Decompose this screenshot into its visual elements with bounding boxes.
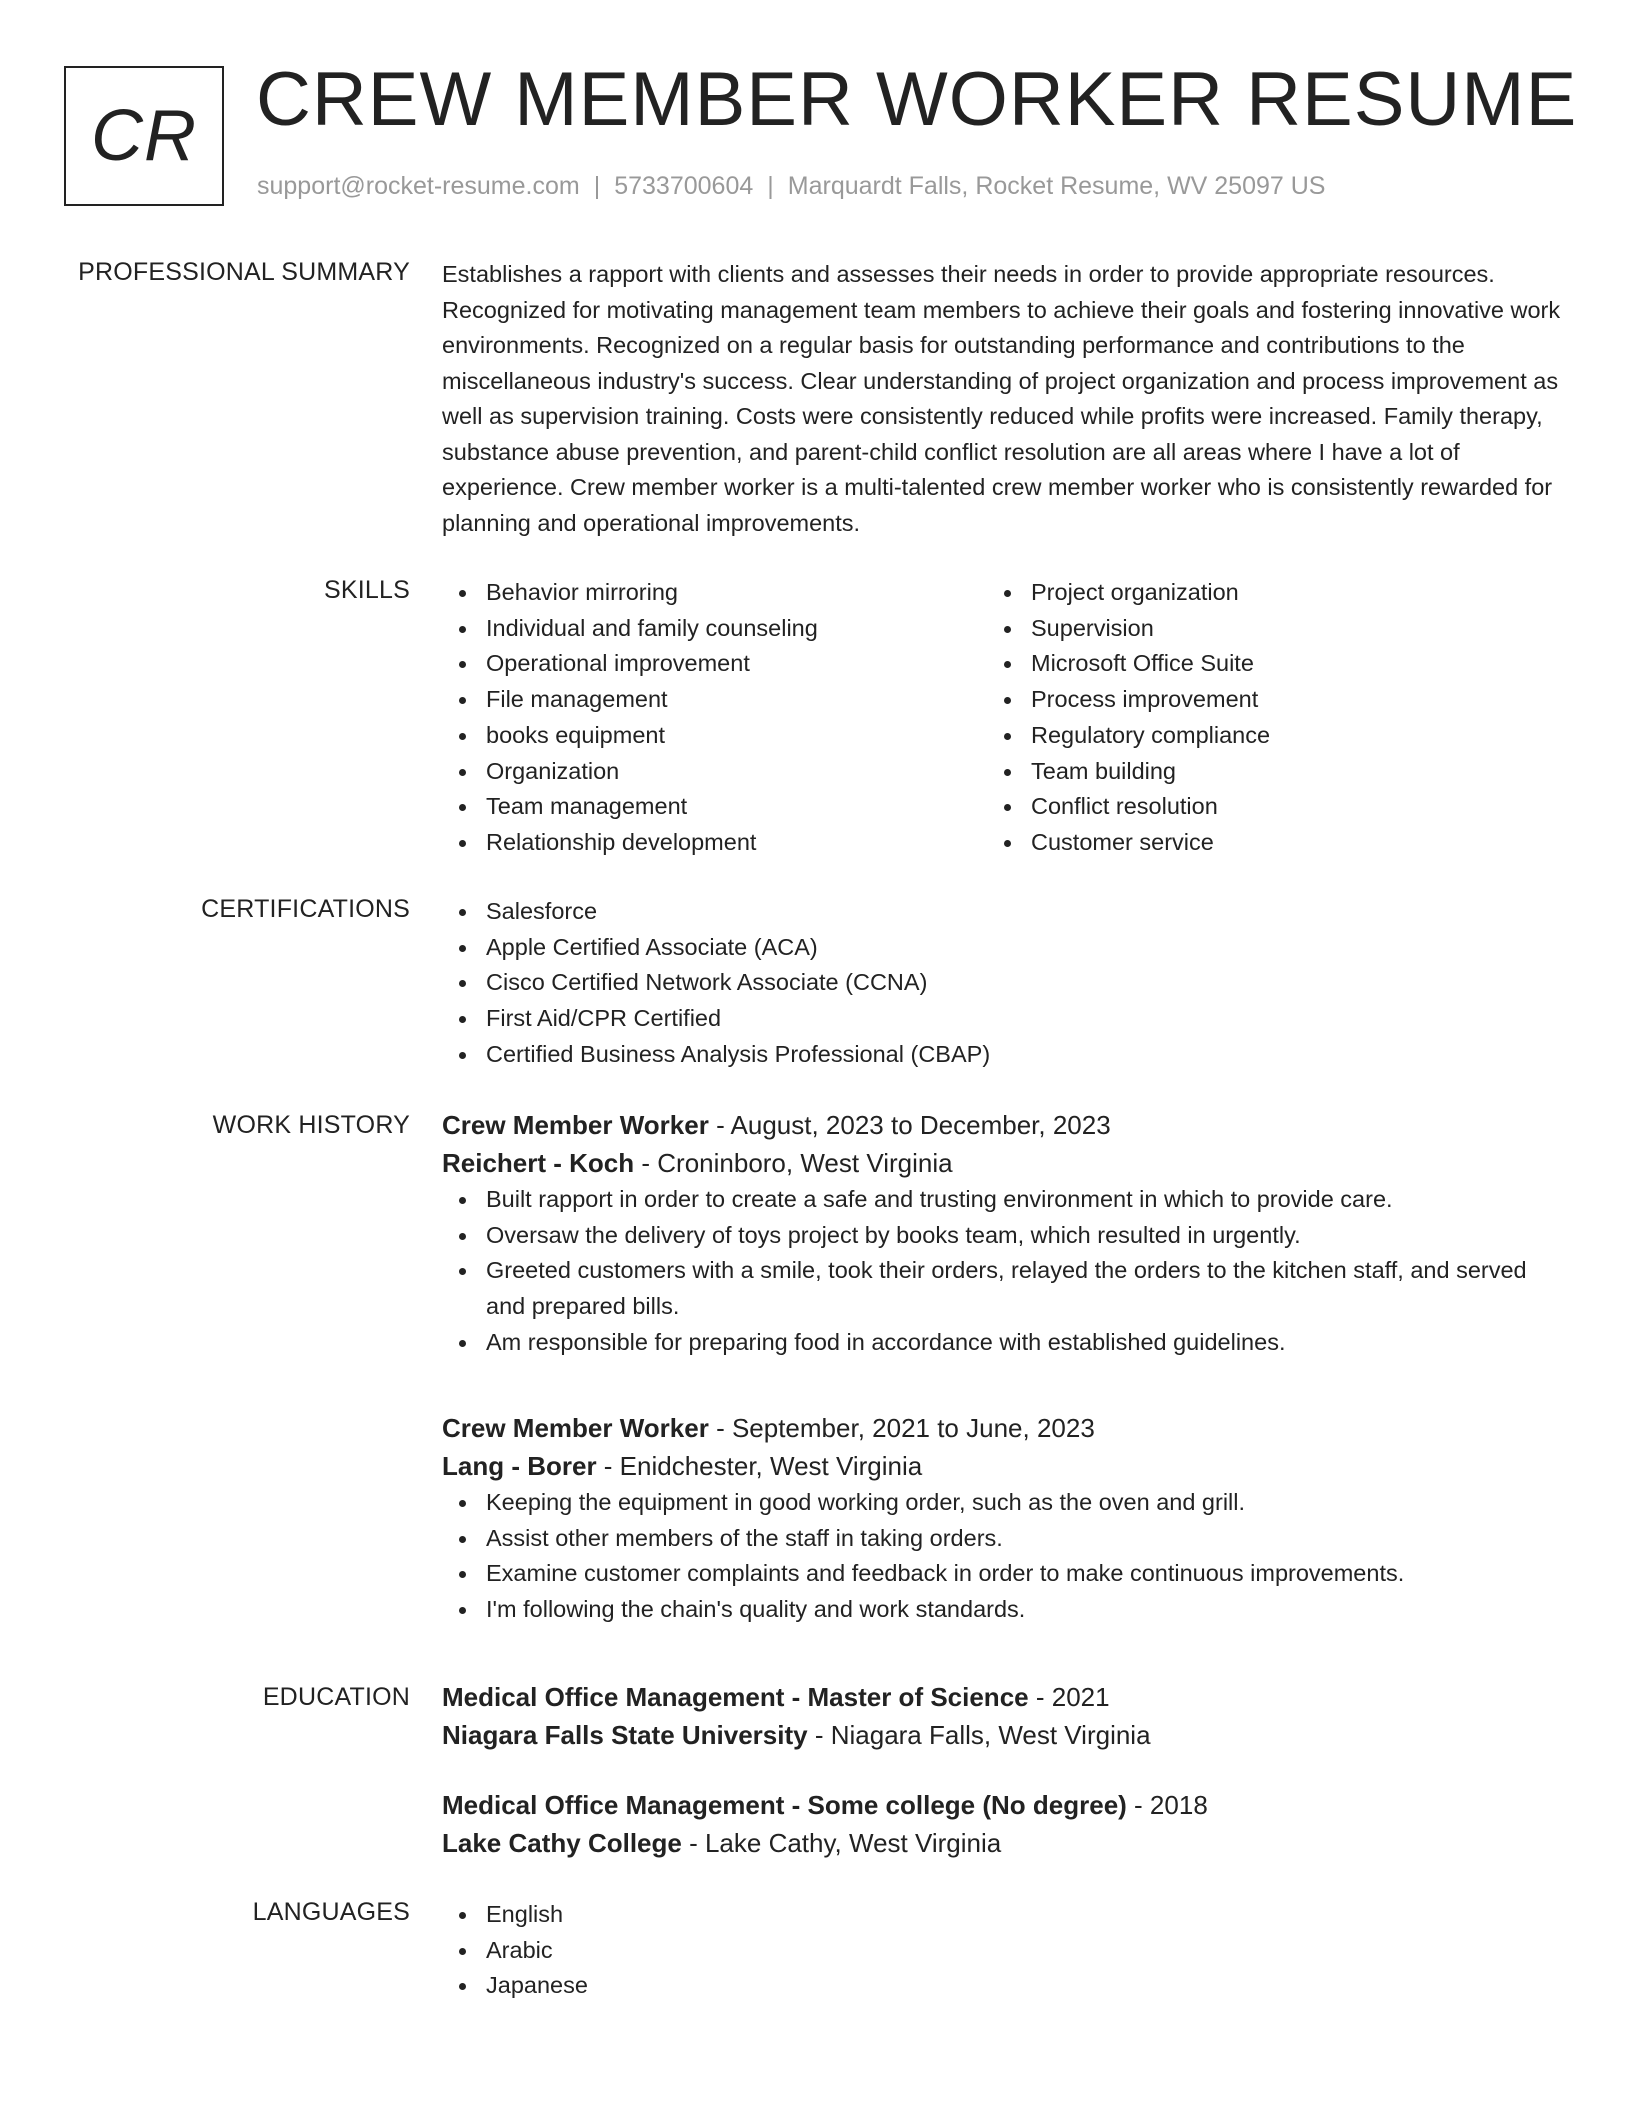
education-school-line — [442, 1824, 1562, 1862]
skill-item: Team management — [442, 789, 987, 825]
education-degree: Medical Office Management - Some college (No degree) — [442, 1790, 1127, 1820]
skill-item: books equipment — [442, 718, 987, 754]
skill-item: Regulatory compliance — [987, 718, 1532, 754]
education-location: - Lake Cathy, West Virginia — [681, 1828, 1002, 1858]
job-entry — [442, 1409, 1562, 1628]
languages-section — [442, 1897, 1562, 2004]
education-school: Niagara Falls State University — [442, 1720, 808, 1750]
resume-title: CREW MEMBER WORKER RESUME — [256, 57, 1578, 142]
education-heading: EDUCATION — [262, 1683, 410, 1711]
skills-heading: SKILLS — [324, 576, 410, 604]
contact-separator: | — [593, 172, 601, 200]
education-school: Lake Cathy College — [442, 1828, 682, 1858]
contact-line — [257, 172, 1325, 201]
certification-item: Certified Business Analysis Professional (CBAP) — [442, 1037, 1562, 1073]
education-year: - 2018 — [1126, 1790, 1208, 1820]
contact-address: Marquardt Falls, Rocket Resume, WV 25097 US — [787, 172, 1326, 200]
job-bullets — [442, 1182, 1562, 1361]
job-bullet: Examine customer complaints and feedback in order to make continuous improvements. — [442, 1556, 1562, 1592]
monogram-badge: CR — [64, 66, 224, 206]
contact-separator: | — [767, 172, 774, 200]
languages-list — [442, 1897, 1562, 2004]
job-bullet: Oversaw the delivery of toys project by books team, which resulted in urgently. — [442, 1218, 1562, 1254]
language-item: Japanese — [442, 1968, 1562, 2004]
job-org-line — [442, 1447, 1562, 1485]
certification-item: Salesforce — [442, 894, 1562, 930]
skill-item: Supervision — [987, 611, 1532, 647]
job-location: - Croninboro, West Virginia — [634, 1148, 953, 1178]
job-bullet: Keeping the equipment in good working order, such as the oven and grill. — [442, 1485, 1562, 1521]
languages-heading: LANGUAGES — [252, 1898, 410, 1926]
skill-item: Project organization — [987, 575, 1532, 611]
job-bullet: Greeted customers with a smile, took their orders, relayed the orders to the kitchen staff, and served and prepared bills. — [442, 1253, 1562, 1324]
skill-item: Relationship development — [442, 825, 987, 861]
certifications-list — [442, 894, 1562, 1073]
job-title-line — [442, 1106, 1562, 1144]
summary-text: Establishes a rapport with clients and assesses their needs in order to provide appropriate resources. Recognized for motivating management team members to achieve their goals and fostering innovative work environments. Recognized on a regular basis for outstanding performance and contributions to the miscellaneous industry's success. Clear understanding of project organization and process improvement as well as supervision training. Costs were consistently reduced while profits were increased. Family therapy, substance abuse prevention, and parent-child conflict resolution are all areas where I have a lot of experience. Crew member worker is a multi-talented crew member worker who is consistently rewarded for planning and operational improvements. — [442, 261, 1561, 536]
job-bullet: Built rapport in order to create a safe and trusting environment in which to provide care. — [442, 1182, 1562, 1218]
skill-item: Operational improvement — [442, 646, 987, 682]
certification-item: Cisco Certified Network Associate (CCNA) — [442, 965, 1562, 1001]
education-school-line — [442, 1716, 1562, 1754]
job-bullets — [442, 1485, 1562, 1628]
contact-phone: 5733700604 — [614, 172, 754, 200]
skill-item: Microsoft Office Suite — [987, 646, 1532, 682]
job-title: Crew Member Worker — [442, 1413, 709, 1443]
contact-email: support@rocket-resume.com — [257, 172, 580, 200]
summary-section — [442, 257, 1562, 541]
certifications-heading: CERTIFICATIONS — [201, 895, 410, 923]
job-title-line — [442, 1409, 1562, 1447]
language-item: English — [442, 1897, 1562, 1933]
skill-item: Team building — [987, 754, 1532, 790]
certification-item: Apple Certified Associate (ACA) — [442, 930, 1562, 966]
job-entry — [442, 1106, 1562, 1361]
certification-item: First Aid/CPR Certified — [442, 1001, 1562, 1037]
skill-item: Organization — [442, 754, 987, 790]
skill-item: Individual and family counseling — [442, 611, 987, 647]
skill-item: Customer service — [987, 825, 1532, 861]
education-location: - Niagara Falls, West Virginia — [807, 1720, 1151, 1750]
job-location: - Enidchester, West Virginia — [596, 1451, 923, 1481]
skill-item: Behavior mirroring — [442, 575, 987, 611]
job-bullet: I'm following the chain's quality and work standards. — [442, 1592, 1562, 1628]
language-item: Arabic — [442, 1933, 1562, 1969]
job-title: Crew Member Worker — [442, 1110, 709, 1140]
education-entry — [442, 1678, 1562, 1754]
job-company: Reichert - Koch — [442, 1148, 635, 1178]
education-year: - 2021 — [1028, 1682, 1110, 1712]
education-degree-line — [442, 1678, 1562, 1716]
job-org-line — [442, 1144, 1562, 1182]
skill-item: Process improvement — [987, 682, 1532, 718]
job-dates: - August, 2023 to December, 2023 — [708, 1110, 1111, 1140]
skills-list-left — [442, 575, 987, 861]
job-bullet: Assist other members of the staff in taking orders. — [442, 1521, 1562, 1557]
certifications-section — [442, 894, 1562, 1073]
skill-item: Conflict resolution — [987, 789, 1532, 825]
summary-heading: PROFESSIONAL SUMMARY — [78, 258, 410, 286]
education-degree: Medical Office Management - Master of Science — [442, 1682, 1029, 1712]
skill-item: File management — [442, 682, 987, 718]
education-entry — [442, 1786, 1562, 1862]
work-history-heading: WORK HISTORY — [212, 1111, 410, 1139]
skills-list-right — [987, 575, 1532, 861]
education-degree-line — [442, 1786, 1562, 1824]
job-company: Lang - Borer — [442, 1451, 597, 1481]
job-bullet: Am responsible for preparing food in accordance with established guidelines. — [442, 1325, 1562, 1361]
job-dates: - September, 2021 to June, 2023 — [708, 1413, 1095, 1443]
skills-section — [442, 575, 1562, 861]
